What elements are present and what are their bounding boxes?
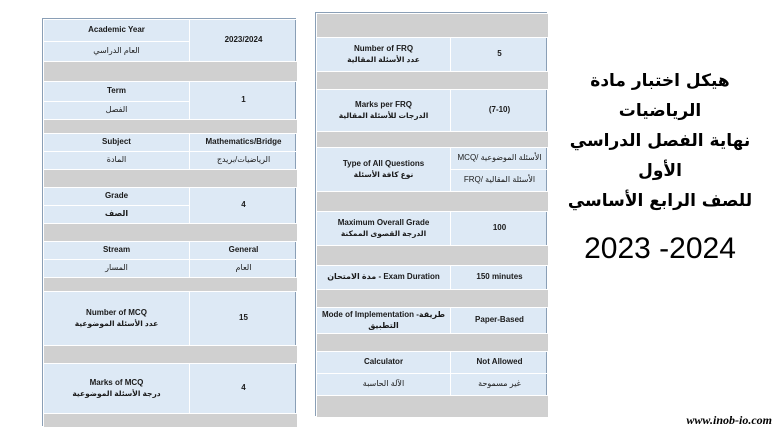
title-line-1: هيكل اختبار مادة الرياضيات [590, 71, 730, 121]
stream-value-ar: العام [189, 259, 297, 277]
separator-row [43, 223, 297, 241]
mcq-count-label-en: Number of MCQ [86, 308, 147, 318]
term-value: 1 [189, 81, 297, 119]
grade-label-ar: الصف [43, 205, 189, 223]
academic-year-label-ar: العام الدراسي [43, 41, 189, 61]
mcq-marks-label [43, 363, 189, 413]
mcq-count-label-ar: عدد الأسئلة الموضوعية [74, 318, 159, 328]
separator-row [316, 71, 548, 89]
grade-value: 4 [189, 187, 297, 223]
frq-marks-label-en: Marks per FRQ [355, 100, 412, 110]
mode-value: Paper-Based [450, 307, 548, 333]
subject-label-ar: المادة [43, 151, 189, 169]
separator-row [43, 345, 297, 363]
subject-value-ar: الرياضيات/بريدج [189, 151, 297, 169]
right-exam-table [315, 12, 547, 416]
title-line-2: نهاية الفصل الدراسي الأول [569, 131, 751, 181]
frq-count-label [316, 37, 450, 71]
separator-row [43, 169, 297, 187]
question-type-value-frq: الأسئلة المقالية /FRQ [450, 169, 548, 191]
separator-row [316, 289, 548, 307]
frq-marks-label-ar: الدرجات للأسئلة المقالية [338, 110, 429, 120]
grade-label-en: Grade [43, 187, 189, 205]
mcq-marks-label-ar: درجة الأسئلة الموضوعية [72, 388, 161, 398]
mcq-count-value: 15 [189, 291, 297, 345]
calculator-label-ar: الآلة الحاسبة [316, 373, 450, 395]
mcq-marks-label-en: Marks of MCQ [89, 378, 144, 388]
calculator-value-ar: غير مسموحة [450, 373, 548, 395]
exam-duration-value: 150 minutes [450, 265, 548, 289]
frq-count-label-en: Number of FRQ [353, 44, 414, 54]
separator-row [316, 191, 548, 211]
frq-marks-label [316, 89, 450, 131]
mcq-count-label [43, 291, 189, 345]
max-grade-value: 100 [450, 211, 548, 245]
separator-row [316, 13, 548, 37]
frq-count-value: 5 [450, 37, 548, 71]
subject-label-en: Subject [43, 133, 189, 151]
academic-year-label-en: Academic Year [43, 19, 189, 41]
separator-row [43, 413, 297, 427]
separator-row [43, 119, 297, 133]
frq-marks-value: (7-10) [450, 89, 548, 131]
separator-row [316, 333, 548, 351]
question-type-label-ar: نوع كافة الأسئلة [353, 169, 414, 179]
term-label-ar: الفصل [43, 101, 189, 119]
stream-label-en: Stream [43, 241, 189, 259]
separator-row [316, 395, 548, 417]
left-exam-table [42, 18, 296, 426]
separator-row [43, 277, 297, 291]
year-heading: 2023 -2024 [584, 232, 736, 265]
question-type-label-en: Type of All Questions [342, 159, 425, 169]
question-type-label [316, 147, 450, 191]
term-label-en: Term [43, 81, 189, 101]
separator-row [43, 61, 297, 81]
max-grade-label [316, 211, 450, 245]
separator-row [316, 131, 548, 147]
max-grade-label-ar: الدرجة القصوى الممكنة [340, 228, 427, 238]
max-grade-label-en: Maximum Overall Grade [337, 218, 430, 228]
title-line-3: للصف الرابع الأساسي [567, 191, 753, 211]
exam-duration-label: مدة الامتحان - Exam Duration [316, 265, 450, 289]
question-type-value-mcq: الأسئلة الموضوعية /MCQ [450, 147, 548, 169]
exam-structure-title [548, 66, 772, 216]
stream-value-en: General [189, 241, 297, 259]
mode-label: Mode of Implementation -طريقة التطبيق [316, 307, 450, 333]
separator-row [316, 245, 548, 265]
academic-year-value: 2023/2024 [189, 19, 297, 61]
mcq-marks-value: 4 [189, 363, 297, 413]
website-watermark: www.inob-io.com [686, 413, 772, 427]
subject-value-en: Mathematics/Bridge [189, 133, 297, 151]
stream-label-ar: المسار [43, 259, 189, 277]
frq-count-label-ar: عدد الأسئلة المقالية [347, 54, 420, 64]
calculator-label-en: Calculator [316, 351, 450, 373]
calculator-value-en: Not Allowed [450, 351, 548, 373]
